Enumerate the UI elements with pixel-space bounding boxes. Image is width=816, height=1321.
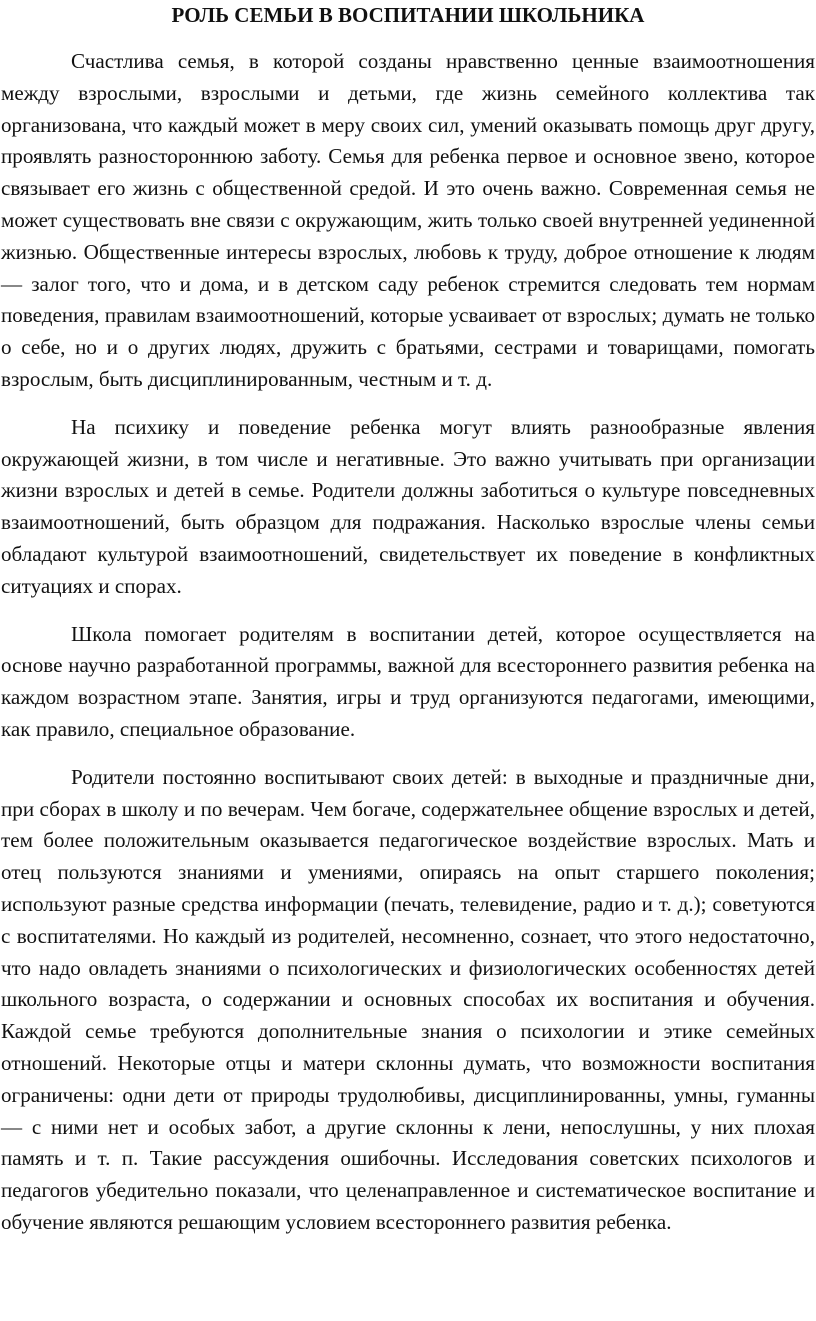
paragraph-4: Родители постоянно воспитывают своих детей: в выходные и праздничные дни, при сборах в школу и по вечерам. Чем богаче, содержательнее общение взрослых и детей, тем более положительным оказывается педагогическое воздействие взрослых. Мать и отец пользуются знаниями и умениями, опираясь на опыт старшего поколения; используют разные средства информации (печать, телевидение, радио и т. д.); советуются с воспитателями. Но каждый из родителей, несомненно, сознает, что этого недостаточно, что надо овладеть знаниями о психологических и физиологических особенностях детей школьного возраста, о содержании и основных способах их воспитания и обучения. Каждой семье требуются дополнительные знания о психологии и этике семейных отношений. Некоторые отцы и матери склонны думать, что возможности воспитания ограничены: одни дети от природы трудолюбивы, дисциплинированны, умны, гуманны — с ними нет и особых забот, а другие склонны к лени, непослушны, у них плохая память и т. п. Такие рассуждения ошибочны. Исследования советских психологов и педагогов убедительно показали, что целенаправленное и систематическое воспитание и обучение являются решающим условием всестороннего развития ребенка. bbox=[1, 764, 815, 1234]
page-title: РОЛЬ СЕМЬИ В ВОСПИТАНИИ ШКОЛЬНИКА bbox=[171, 3, 645, 27]
paragraph-3: Школа помогает родителям в воспитании детей, которое осуществляется на основе научно разработанной программы, важной для всестороннего развития ребенка на каждом возрастном этапе. Занятия, игры и труд организуются педагогами, имеющими, как правило, специальное образование. bbox=[1, 621, 815, 741]
paragraph-2: На психику и поведение ребенка могут влиять разнообразные явления окружающей жизни, в том числе и негативные. Это важно учитывать при организации жизни взрослых и детей в семье. Родители должны заботиться о культуре повседневных взаимоотношений, быть образцом для подражания. Насколько взрослые члены семьи обладают культурой взаимоотношений, свидетельствует их поведение в конфликтных ситуациях и спорах. bbox=[1, 414, 815, 598]
paragraph-1: Счастлива семья, в которой созданы нравственно ценные взаимоотношения между взрослыми, взрослыми и детьми, где жизнь семейного коллектива так организована, что каждый может в меру своих сил, умений оказывать помощь друг другу, проявлять разностороннюю заботу. Семья для ребенка первое и основное звено, которое связывает его жизнь с общественной средой. И это очень важно. Современная семья не может существовать вне связи с окружающим, жить только своей внутренней уединенной жизнью. Общественные интересы взрослых, любовь к труду, доброе отношение к людям — залог того, что и дома, и в детском саду ребенок стремится следовать тем нормам поведения, правилам взаимоотношений, которые усваивает от взрослых; думать не только о себе, но и о других людях, дружить с братьями, сестрами и товарищами, помогать взрослым, быть дисциплинированным, честным и т. д. bbox=[1, 49, 815, 391]
